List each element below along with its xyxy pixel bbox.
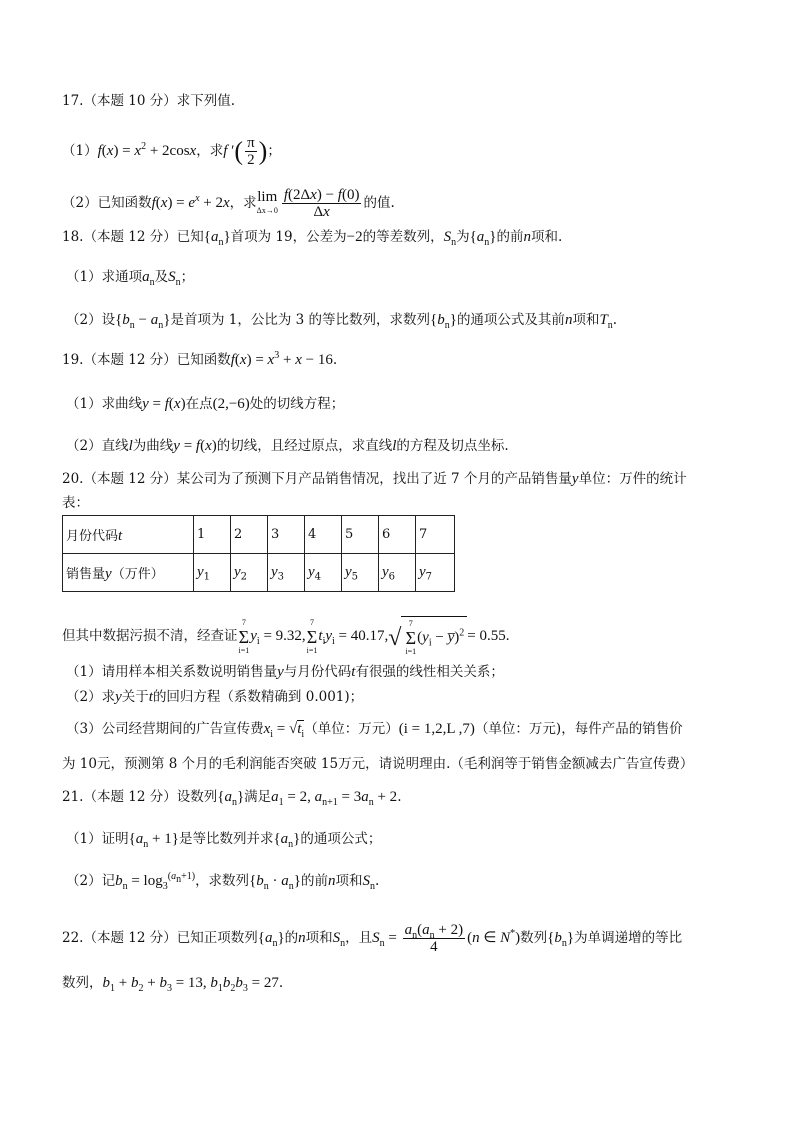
q22-line2: 数列，$b_1 + b_2 + b_3 = 13$, $b_1b_2b_3 = 27$. (62, 975, 284, 994)
q21-title: 21.（本题 12 分）设数列$\{a_n\}$满足$a_1 = 2$, $a_{n+1} = 3a_n + 2$. (62, 789, 402, 808)
q18-part1: （1）求通项$a_n$及$S_n$； (66, 269, 195, 288)
table-cell: 4 (305, 516, 342, 554)
q20-title-cont: 表： (62, 495, 89, 511)
table-cell: $y_6$ (379, 554, 416, 592)
q17-title: 17.（本题 10 分）求下列值. (62, 93, 236, 109)
table-cell: $y_5$ (342, 554, 379, 592)
table-row (63, 554, 455, 592)
q19-part2: （2）直线l为曲线y = f(x)的切线，且经过原点，求直线l的方程及切点坐标. (66, 438, 509, 454)
q17-part1: $(1)f(x) = x^2 + 2\cos x$，求f ′( $\frac{\pi}{2}$ )； (62, 135, 281, 168)
table-cell: $y_7$ (416, 554, 455, 592)
table-cell: 6 (379, 516, 416, 554)
q18-title: 18.（本题 12 分）已知$\{a_n\}$首项为 19，公差为−2的等差数列，$S_n$为$\{a_n\}$的前n项和. (62, 229, 563, 248)
q20-part2: （2）求y关于t的回归方程（系数精确到 0.001)； (66, 689, 364, 705)
q20-note: 但其中数据污损不清，经查证 7 Σ i=1 $y_i = 9.32$, 7 Σ i=1 $t_iy_i = 40.17,√$ 7 Σ i=1 ($y_i$ − y̅)$^2$ = 0.55. (62, 617, 510, 656)
table-cell: $y_1$ (194, 554, 231, 592)
table-cell: $y_3$ (268, 554, 305, 592)
table-cell: 7 (416, 516, 455, 554)
table-row (63, 516, 455, 554)
q17-part2: （2）已知函数$f(x) = e^x + 2x$，求 lim Δx→0 $\frac{f(2\Delta x) - f(0)}{\Delta x}$ 的值. (62, 187, 395, 220)
table-cell: 3 (268, 516, 305, 554)
q19-title: 19.（本题 12 分）已知函数$f(x) = x^3 + x - 16$. (62, 350, 338, 368)
q20-part1: （1）请用样本相关系数说明销售量y与月份代码t有很强的线性相关关系； (66, 664, 504, 680)
q21-part1: （1）证明$\{a_n + 1\}$是等比数列并求$\{a_n\}$的通项公式； (66, 831, 382, 850)
table-cell: 2 (231, 516, 268, 554)
table-cell: $y_4$ (305, 554, 342, 592)
q18-part2: （2）设$\{b_n - a_n\}$是首项为 1，公比为 3 的等比数列，求数列$\{b_n\}$的通项公式及其前n项和$T_n$. (66, 312, 618, 331)
q20-title: 20.（本题 12 分）某公司为了预测下月产品销售情况，找出了近 7 个月的产品销售量y单位：万件的统计 (62, 471, 687, 487)
sales-table (62, 515, 455, 592)
table-cell: 5 (342, 516, 379, 554)
table-header-sales: 销售量y（万件） (63, 554, 194, 592)
q21-part2: （2）记$b_n = \log_3^{(a_n+1)}$，求数列$\{b_n \cdot a_n\}$的前n项和$S_n$. (66, 871, 380, 892)
q20-part3: （3）公司经营期间的广告宣传费$x_i = √t_i$（单位：万元）(i = 1,2,L ,7)（单位：万元)，每件产品的销售价 (66, 721, 683, 740)
q19-part1: （1）求曲线y = f(x)在点(2,−6)处的切线方程； (66, 396, 345, 412)
table-cell: 1 (194, 516, 231, 554)
q22-title: 22.（本题 12 分）已知正项数列$\{a_n\}$的n项和$S_n$，且$S_n$ = $\frac{a_n(a_n + 2)}{4}$ (n ∈ N*)数列$\{b_n\}$为单调递增的等比 (62, 922, 683, 955)
q20-part3-cont: 为 10元，预测第 8 个月的毛利润能否突破 15万元，请说明理由.（毛利润等于销售金额减去广告宣传费） (62, 756, 694, 772)
table-header-month: 月份代码t (63, 516, 194, 554)
table-cell: $y_2$ (231, 554, 268, 592)
